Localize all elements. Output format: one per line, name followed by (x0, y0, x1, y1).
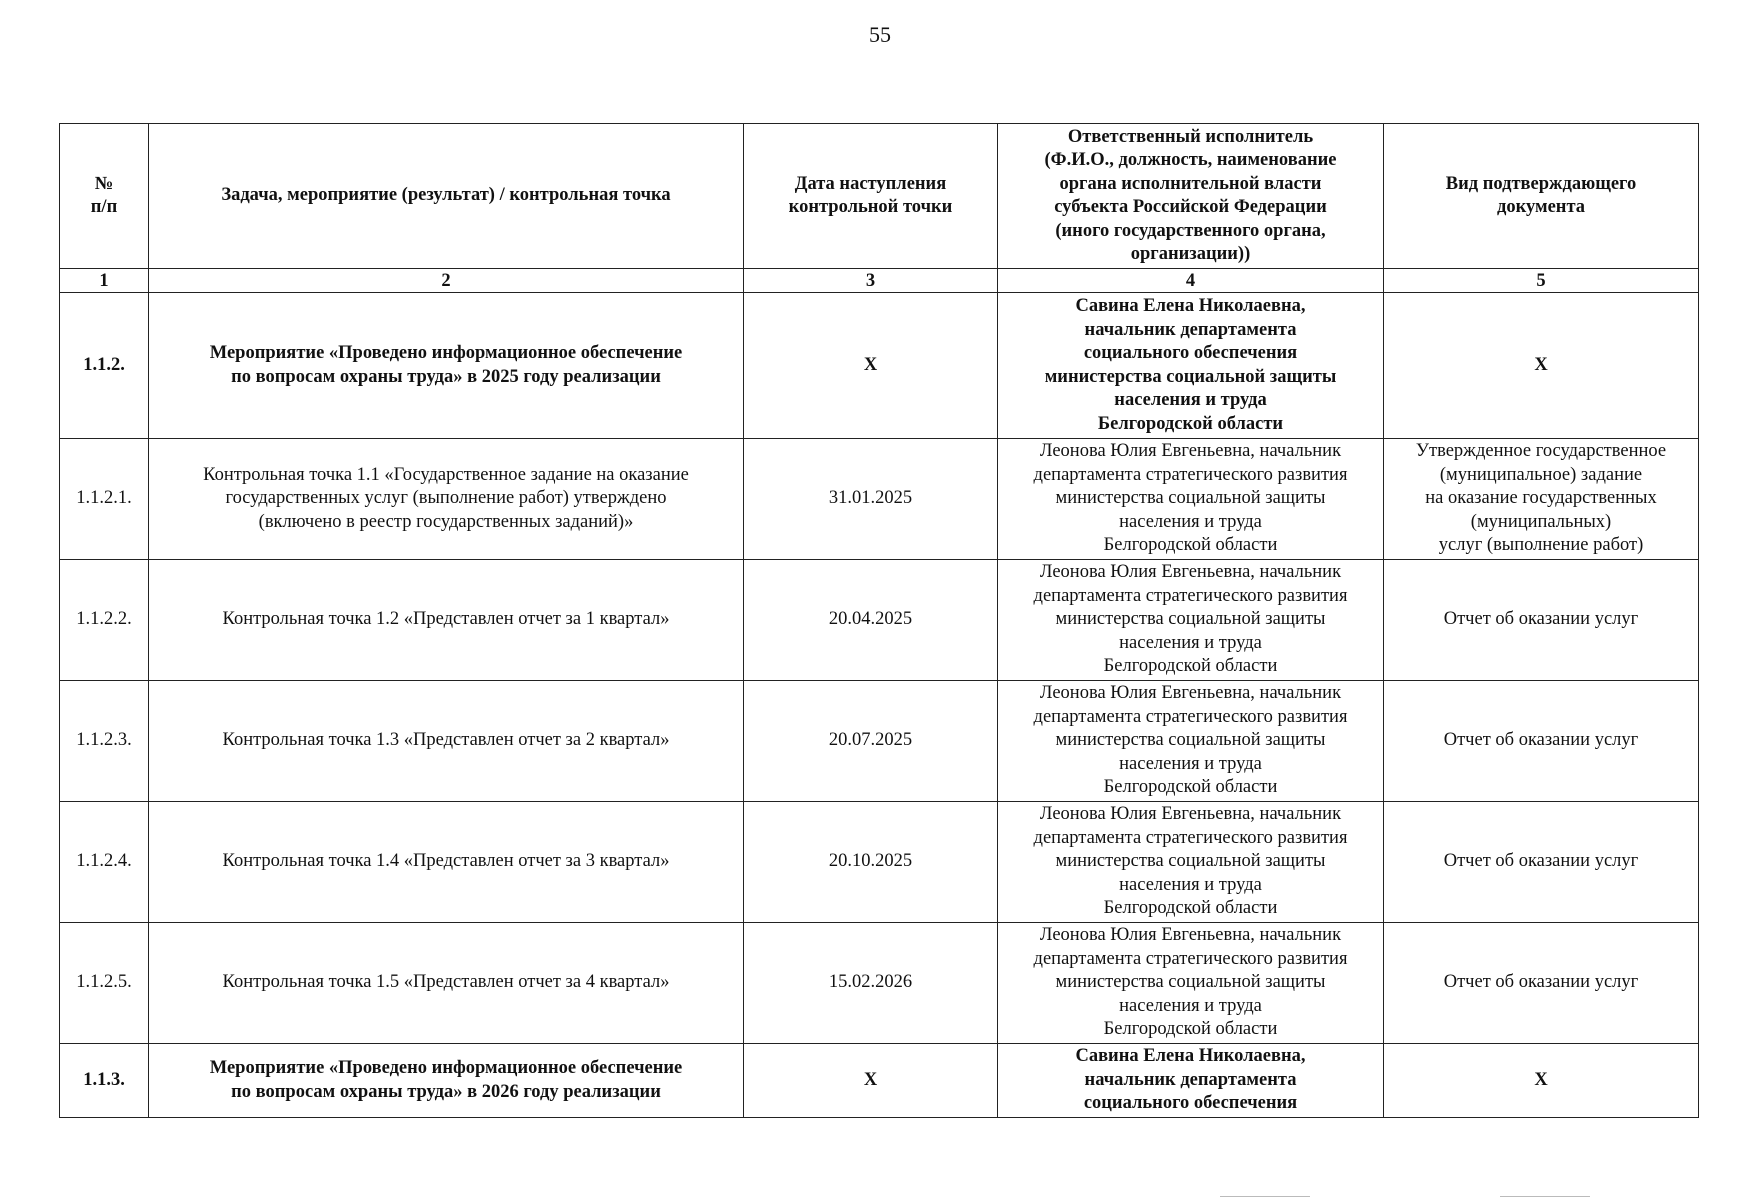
row-responsible: Леонова Юлия Евгеньевна, начальник департамента стратегического развития министерства социальной защиты населения и труда Белгородской области (998, 802, 1384, 923)
row-document: Утвержденное государственное (муниципальное) задание на оказание государственных (муниципальных) услуг (выполнение работ) (1384, 439, 1699, 560)
header-date: Дата наступления контрольной точки (744, 124, 998, 269)
row-number: 1.1.2.5. (60, 923, 149, 1044)
table-row-control-point (60, 681, 1699, 802)
scan-artifact (1220, 1196, 1310, 1197)
table-row-control-point (60, 560, 1699, 681)
row-task: Контрольная точка 1.2 «Представлен отчет за 1 квартал» (149, 560, 744, 681)
row-number: 1.1.2.1. (60, 439, 149, 560)
header-responsible: Ответственный исполнитель (Ф.И.О., должность, наименование органа исполнительной власти субъекта Российской Федерации (иного государственного органа, организации)) (998, 124, 1384, 269)
row-number: 1.1.2.2. (60, 560, 149, 681)
row-date: 20.10.2025 (744, 802, 998, 923)
row-date: 20.07.2025 (744, 681, 998, 802)
column-index: 1 (60, 269, 149, 293)
column-index: 4 (998, 269, 1384, 293)
table-header-row (60, 124, 1699, 269)
table-row-control-point (60, 802, 1699, 923)
row-task: Мероприятие «Проведено информационное обеспечение по вопросам охраны труда» в 2026 году реализации (149, 1044, 744, 1118)
column-index: 3 (744, 269, 998, 293)
row-responsible: Леонова Юлия Евгеньевна, начальник департамента стратегического развития министерства социальной защиты населения и труда Белгородской области (998, 681, 1384, 802)
row-responsible: Леонова Юлия Евгеньевна, начальник департамента стратегического развития министерства социальной защиты населения и труда Белгородской области (998, 439, 1384, 560)
row-responsible: Леонова Юлия Евгеньевна, начальник департамента стратегического развития министерства социальной защиты населения и труда Белгородской области (998, 923, 1384, 1044)
row-task: Контрольная точка 1.1 «Государственное задание на оказание государственных услуг (выполнение работ) утверждено (включено в реестр государственных заданий)» (149, 439, 744, 560)
table-row-control-point (60, 439, 1699, 560)
row-number: 1.1.2.3. (60, 681, 149, 802)
page-number: 55 (869, 22, 891, 47)
row-date: 15.02.2026 (744, 923, 998, 1044)
header-number: № п/п (60, 124, 149, 269)
row-document: X (1384, 1044, 1699, 1118)
row-responsible: Савина Елена Николаевна, начальник департамента социального обеспечения министерства социальной защиты населения и труда Белгородской области (998, 293, 1384, 439)
control-points-table (59, 123, 1699, 1118)
header-task: Задача, мероприятие (результат) / контрольная точка (149, 124, 744, 269)
row-document: Отчет об оказании услуг (1384, 923, 1699, 1044)
row-document: Отчет об оказании услуг (1384, 802, 1699, 923)
column-index: 2 (149, 269, 744, 293)
row-date: 31.01.2025 (744, 439, 998, 560)
row-date: 20.04.2025 (744, 560, 998, 681)
table-row-event (60, 293, 1699, 439)
row-number: 1.1.2. (60, 293, 149, 439)
row-responsible: Леонова Юлия Евгеньевна, начальник департамента стратегического развития министерства социальной защиты населения и труда Белгородской области (998, 560, 1384, 681)
row-document: Отчет об оказании услуг (1384, 560, 1699, 681)
row-responsible: Савина Елена Николаевна, начальник департамента социального обеспечения (998, 1044, 1384, 1118)
scan-artifact (1500, 1196, 1590, 1197)
row-date: X (744, 293, 998, 439)
header-document: Вид подтверждающего документа (1384, 124, 1699, 269)
row-task: Контрольная точка 1.3 «Представлен отчет за 2 квартал» (149, 681, 744, 802)
row-task: Контрольная точка 1.4 «Представлен отчет за 3 квартал» (149, 802, 744, 923)
column-index: 5 (1384, 269, 1699, 293)
row-document: X (1384, 293, 1699, 439)
table-row-control-point (60, 923, 1699, 1044)
row-task: Мероприятие «Проведено информационное обеспечение по вопросам охраны труда» в 2025 году реализации (149, 293, 744, 439)
row-number: 1.1.3. (60, 1044, 149, 1118)
row-document: Отчет об оказании услуг (1384, 681, 1699, 802)
table-row-event (60, 1044, 1699, 1118)
row-task: Контрольная точка 1.5 «Представлен отчет за 4 квартал» (149, 923, 744, 1044)
row-number: 1.1.2.4. (60, 802, 149, 923)
row-date: X (744, 1044, 998, 1118)
column-index-row (60, 269, 1699, 293)
